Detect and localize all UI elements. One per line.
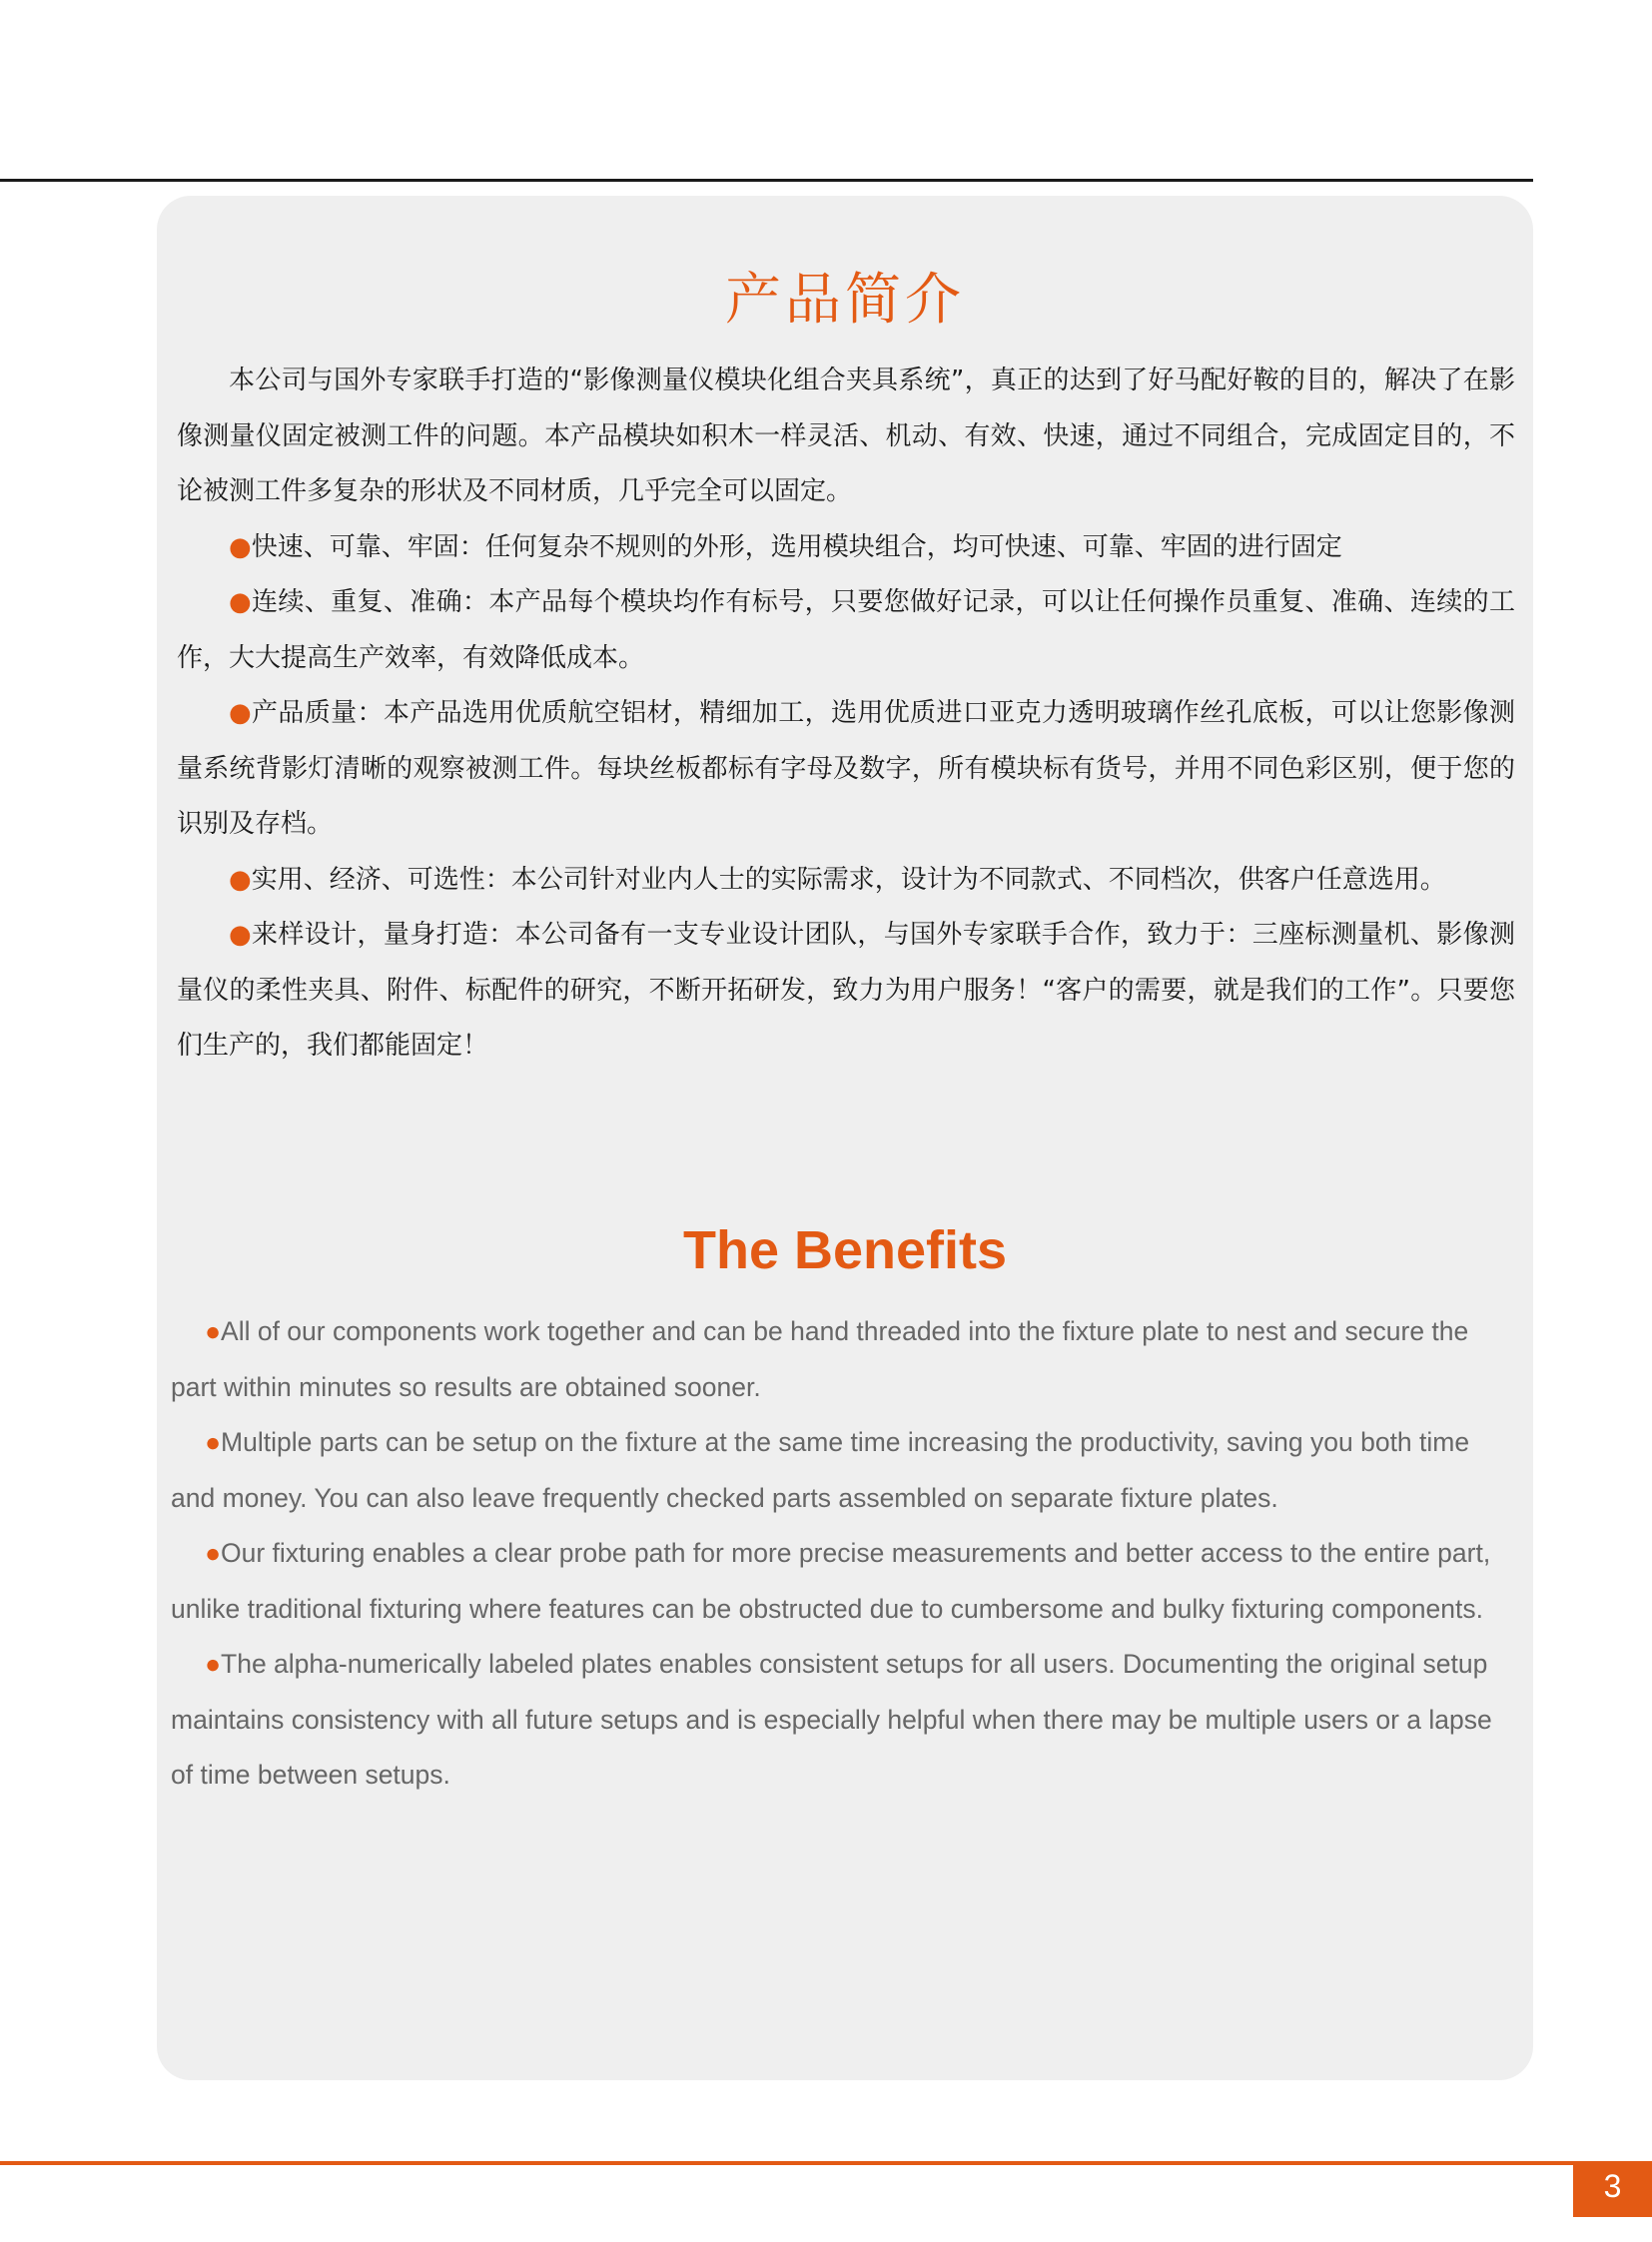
- feature-paragraph: [177, 908, 1515, 1075]
- bottom-rule: [0, 2161, 1573, 2165]
- paragraph-text: 快速、可靠、牢固：任何复杂不规则的外形，选用模块组合，均可快速、可靠、牢固的进行固定: [251, 531, 1342, 562]
- benefit-paragraph: [171, 1526, 1514, 1637]
- paragraph-text: 产品质量：本产品选用优质航空铝材，精细加工，选用优质进口亚克力透明玻璃作丝孔底板，可以让您影像测量系统背影灯清晰的观察被测工件。每块丝板都标有字母及数字，所有模块标有货号，并用不同色彩区别，便于您的识别及存档。: [177, 698, 1515, 839]
- bullet-dot-icon: ●: [205, 1649, 222, 1679]
- paragraph-text: 实用、经济、可选性：本公司针对业内人士的实际需求，设计为不同款式、不同档次，供客户任意选用。: [251, 864, 1446, 895]
- bullet-dot-icon: ●: [205, 1427, 222, 1457]
- paragraph-text: All of our components work together and can be hand threaded into the fixture plate to nest and secure the part within minutes so results are obtained sooner.: [171, 1316, 1469, 1402]
- bullet-dot-icon: ●: [205, 1538, 222, 1568]
- benefits-body-en: [171, 1304, 1514, 1804]
- feature-paragraph: [177, 520, 1515, 576]
- paragraph-text: 来样设计，量身打造：本公司备有一支专业设计团队，与国外专家联手合作，致力于：三座标测量机、影像测量仪的柔性夹具、附件、标配件的研究，不断开拓研发，致力为用户服务！“客户的需要，就是我们的工作”。只要您们生产的，我们都能固定！: [177, 920, 1515, 1061]
- benefit-paragraph: [171, 1304, 1514, 1415]
- bullet-dot-icon: ●: [205, 1316, 222, 1346]
- paragraph-text: Our fixturing enables a clear probe path for more precise measurements and better access to the entire part, unlike traditional fixturing where features can be obstructed due to cumbersome and bulky fixturing components.: [171, 1538, 1491, 1624]
- feature-paragraph: [177, 686, 1515, 853]
- feature-paragraph: [177, 575, 1515, 686]
- paragraph-text: 本公司与国外专家联手打造的“影像测量仪模块化组合夹具系统”，真正的达到了好马配好鞍的目的，解决了在影像测量仪固定被测工件的问题。本产品模块如积木一样灵活、机动、有效、快速，通过不同组合，完成固定目的，不论被测工件多复杂的形状及不同材质，几乎完全可以固定。: [177, 366, 1515, 506]
- page-number: 3: [1573, 2161, 1652, 2217]
- paragraph-text: 连续、重复、准确：本产品每个模块均作有标号，只要您做好记录，可以让任何操作员重复、准确、连续的工作，大大提高生产效率，有效降低成本。: [177, 587, 1515, 673]
- intro-body-cn: [177, 354, 1515, 1075]
- bullet-dot-icon: ●: [229, 920, 253, 950]
- top-rule: [0, 179, 1533, 182]
- bullet-dot-icon: ●: [229, 864, 252, 895]
- benefit-paragraph: [171, 1637, 1514, 1804]
- feature-paragraph: [177, 853, 1515, 909]
- paragraph-text: The alpha-numerically labeled plates enables consistent setups for all users. Documenting the original setup maintains consistency with all future setups and is especially helpful when there may be multiple users or a lapse of time between setups.: [171, 1649, 1492, 1790]
- bullet-dot-icon: ●: [229, 698, 253, 728]
- intro-paragraph: [177, 354, 1515, 520]
- benefit-paragraph: [171, 1415, 1514, 1526]
- bullet-dot-icon: ●: [229, 587, 253, 617]
- bullet-dot-icon: ●: [229, 531, 252, 562]
- content-panel: [157, 196, 1533, 2080]
- section-title-cn: 产品简介: [725, 268, 965, 333]
- paragraph-text: Multiple parts can be setup on the fixture at the same time increasing the productivity, saving you both time and money. You can also leave frequently checked parts assembled on separate fixture plates.: [171, 1427, 1470, 1513]
- section-title-en: The Benefits: [682, 1220, 1008, 1280]
